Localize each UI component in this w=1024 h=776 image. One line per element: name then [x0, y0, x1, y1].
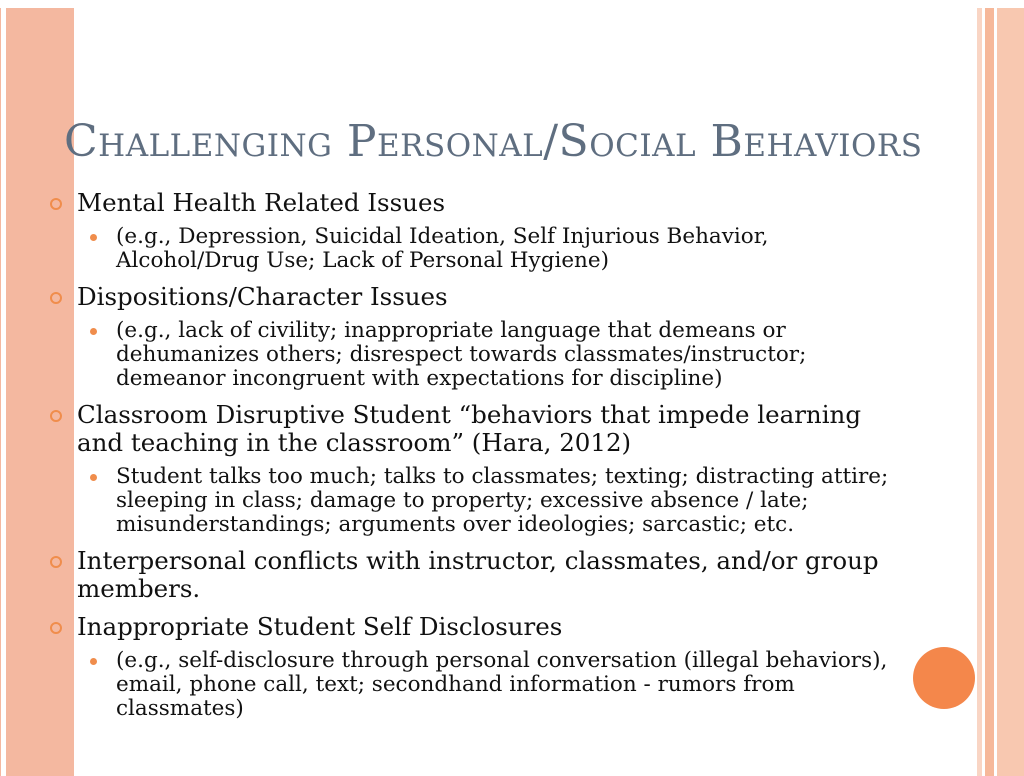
- sub-bullet-text: (e.g., self-disclosure through personal conversation (illegal behaviors), email, phone call, text; secondhand information - rumors from classmates): [116, 648, 888, 721]
- ring-bullet-icon: [50, 556, 62, 568]
- dot-bullet-icon: [90, 328, 97, 335]
- sub-bullet-item: [50, 225, 900, 273]
- dot-bullet-icon: [90, 474, 97, 481]
- ring-bullet-icon: [50, 410, 62, 422]
- ring-bullet-icon: [50, 622, 62, 634]
- left-border-line: [10, 8, 11, 776]
- sub-bullet-item: [50, 319, 900, 391]
- dot-bullet-icon: [90, 234, 97, 241]
- bullet-text: Mental Health Related Issues: [77, 188, 446, 217]
- bullet-item: [50, 547, 900, 603]
- sub-bullet-item: [50, 649, 900, 721]
- bullet-text: Interpersonal conflicts with instructor, classmates, and/or group members.: [77, 546, 879, 603]
- dot-bullet-icon: [90, 658, 97, 665]
- right-decorative-band: [977, 8, 1024, 776]
- left-border-line: [0, 8, 1, 776]
- ring-bullet-icon: [50, 292, 62, 304]
- bullet-text: Inappropriate Student Self Disclosures: [77, 612, 563, 641]
- sub-bullet-text: Student talks too much; talks to classmates; texting; distracting attire; sleeping in class; damage to property; excessive absence / late; misunderstandings; arguments over ideologies; sarcastic; etc.: [116, 464, 889, 537]
- sub-bullet-text: (e.g., lack of civility; inappropriate language that demeans or dehumanizes others; disrespect towards classmates/instructor; demeanor incongruent with expectations for discipline): [116, 318, 807, 391]
- ring-bullet-icon: [50, 198, 62, 210]
- sub-bullet-item: [50, 465, 900, 537]
- decorative-orange-circle: [913, 647, 975, 709]
- bullet-item: [50, 283, 900, 311]
- bullet-item: [50, 401, 900, 457]
- bullet-item: [50, 613, 900, 641]
- sub-bullet-text: (e.g., Depression, Suicidal Ideation, Self Injurious Behavior, Alcohol/Drug Use; Lack of Personal Hygiene): [116, 224, 769, 273]
- bullet-text: Classroom Disruptive Student “behaviors that impede learning and teaching in the classroom” (Hara, 2012): [77, 400, 862, 457]
- bullet-text: Dispositions/Character Issues: [77, 282, 448, 311]
- bullet-list: [50, 189, 900, 721]
- slide-title: Challenging Personal/Social Behaviors: [64, 116, 923, 167]
- bullet-item: [50, 189, 900, 217]
